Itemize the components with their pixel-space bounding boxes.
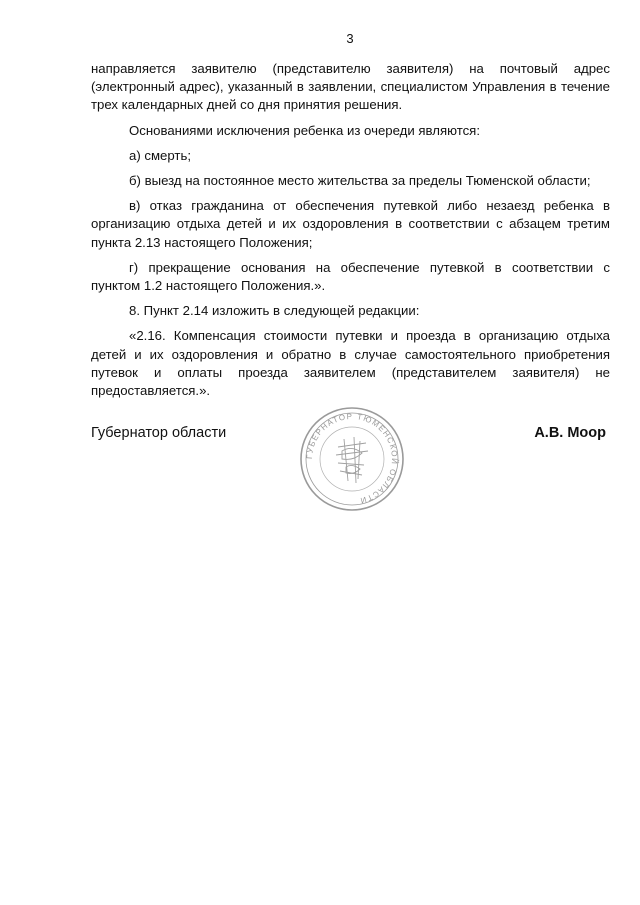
paragraph-quote-2-16: «2.16. Компенсация стоимости путевки и проезда в организацию отдыха детей и их оздоровления и обратно в случае самостоятельного приобретения путевок и оплаты проезда заявителем (представителем заявителя) не предоставляется.».	[91, 328, 610, 399]
paragraph-item-v: в) отказ гражданина от обеспечения путевкой либо незаезд ребенка в организацию отдыха детей и их оздоровления в соответствии с абзацем третим пункта 2.13 настоящего Положения;	[91, 198, 610, 250]
seal-emblem	[336, 437, 368, 483]
paragraph-continuation: направляется заявителю (представителю заявителя) на почтовый адрес (электронный адрес), указанный в заявлении, специалистом Управления в течение трех календарных дней со дня принятия решения.	[91, 61, 610, 113]
signatory-name: А.В. Моор	[534, 425, 606, 441]
signatory-title: Губернатор области	[91, 425, 227, 441]
paragraph-item-b: б) выезд на постоянное место жительства за пределы Тюменской области;	[129, 173, 591, 189]
official-seal	[298, 405, 406, 513]
seal-ring-text: ГУБЕРНАТОР ТЮМЕНСКОЙ ОБЛАСТИ	[304, 411, 400, 506]
paragraph-item-a: а) смерть;	[129, 147, 192, 163]
paragraph-exclusion-grounds: Основаниями исключения ребенка из очереди являются:	[129, 122, 480, 138]
document-body	[91, 60, 610, 400]
page-number: 3	[346, 31, 354, 46]
paragraph-point-8: 8. Пункт 2.14 изложить в следующей редакции:	[129, 303, 420, 319]
paragraph-item-g: г) прекращение основания на обеспечение путевкой в соответствии с пунктом 1.2 настоящего Положения.».	[91, 259, 610, 294]
